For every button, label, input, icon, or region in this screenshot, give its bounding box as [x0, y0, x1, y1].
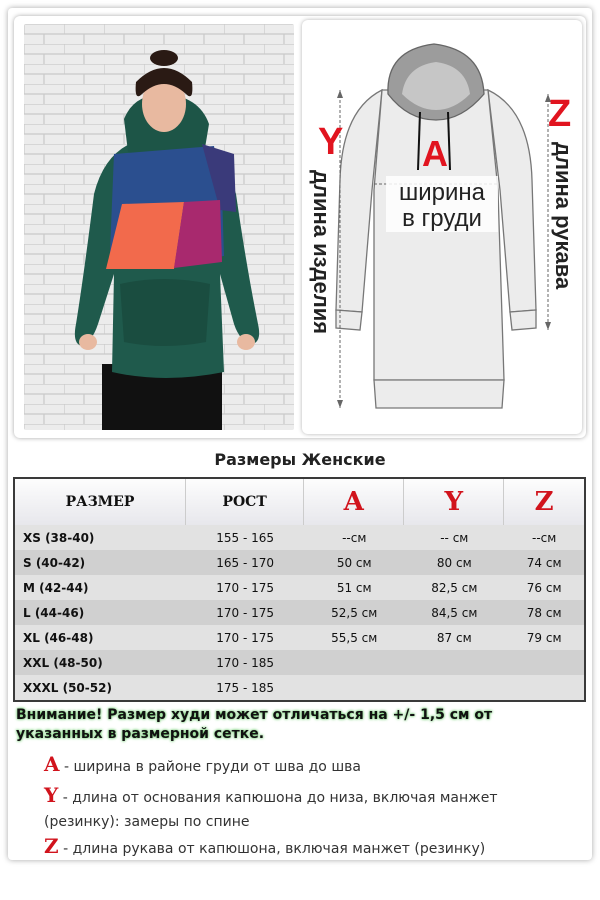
header-size: РАЗМЕР	[15, 479, 186, 525]
cell-height: 170 - 185	[186, 650, 304, 675]
cell-size: L (44-46)	[15, 600, 186, 625]
cell-height: 170 - 175	[186, 625, 304, 650]
cell-z: 79 см	[504, 625, 584, 650]
diagram-sleeve-label: длина рукава	[551, 142, 576, 290]
cell-size: XXXL (50-52)	[15, 675, 186, 700]
measurement-legend	[44, 752, 564, 861]
table-row	[15, 600, 584, 625]
header-z: Z	[504, 479, 584, 525]
cell-a	[304, 650, 404, 675]
cell-size: XL (46-48)	[15, 625, 186, 650]
cell-size: XS (38-40)	[15, 525, 186, 550]
cell-size: XXL (48-50)	[15, 650, 186, 675]
cell-height: 170 - 175	[186, 575, 304, 600]
diagram-letter-y: Y	[318, 121, 344, 163]
cell-z	[504, 675, 584, 700]
cell-y: 87 см	[404, 625, 504, 650]
table-title: Размеры Женские	[214, 450, 386, 469]
table-row	[15, 575, 584, 600]
cell-height: 170 - 175	[186, 600, 304, 625]
legend-text-y: - длина от основания капюшона до низа, включая манжет (резинку): замеры по спине	[44, 790, 498, 830]
cell-z: 74 см	[504, 550, 584, 575]
table-row	[15, 650, 584, 675]
diagram-letter-a: A	[422, 133, 448, 174]
cell-a: 55,5 см	[304, 625, 404, 650]
cell-height: 155 - 165	[186, 525, 304, 550]
cell-a	[304, 675, 404, 700]
diagram-length-label: длина изделия	[309, 170, 334, 335]
table-row	[15, 525, 584, 550]
legend-letter-z: Z	[44, 834, 59, 858]
cell-y: 82,5 см	[404, 575, 504, 600]
cell-z: 76 см	[504, 575, 584, 600]
table-row	[15, 675, 584, 700]
diagram-chest-label-2: в груди	[402, 205, 482, 232]
table-header-row	[15, 479, 584, 525]
cell-z	[504, 650, 584, 675]
cell-z: 78 см	[504, 600, 584, 625]
header-a: A	[304, 479, 404, 525]
size-table	[13, 477, 586, 702]
cell-height: 165 - 170	[186, 550, 304, 575]
cell-y: 84,5 см	[404, 600, 504, 625]
table-row	[15, 550, 584, 575]
legend-item-a	[44, 752, 564, 779]
cell-size: S (40-42)	[15, 550, 186, 575]
diagram-chest-label-1: ширина	[398, 179, 486, 206]
cell-a: 50 см	[304, 550, 404, 575]
measurement-diagram	[302, 20, 582, 434]
product-photo	[24, 24, 294, 430]
cell-y: -- см	[404, 525, 504, 550]
cell-height: 175 - 185	[186, 675, 304, 700]
cell-size: M (42-44)	[15, 575, 186, 600]
cell-a: 51 см	[304, 575, 404, 600]
legend-item-z	[44, 834, 564, 861]
cell-a: --см	[304, 525, 404, 550]
legend-item-y	[44, 783, 564, 834]
legend-text-a: - ширина в районе груди от шва до шва	[63, 759, 361, 775]
diagram-letter-z: Z	[548, 93, 572, 135]
legend-text-z: - длина рукава от капюшона, включая манжет (резинку)	[63, 841, 486, 857]
table-row	[15, 625, 584, 650]
legend-letter-y: Y	[44, 783, 59, 807]
legend-letter-a: A	[44, 752, 60, 776]
cell-a: 52,5 см	[304, 600, 404, 625]
cell-z: --см	[504, 525, 584, 550]
cell-y	[404, 650, 504, 675]
header-height: РОСТ	[186, 479, 304, 525]
cell-y	[404, 675, 504, 700]
header-y: Y	[404, 479, 504, 525]
size-warning: Внимание! Размер худи может отличаться на +/- 1,5 см от указанных в размерной сетке.	[16, 707, 493, 742]
cell-y: 80 см	[404, 550, 504, 575]
